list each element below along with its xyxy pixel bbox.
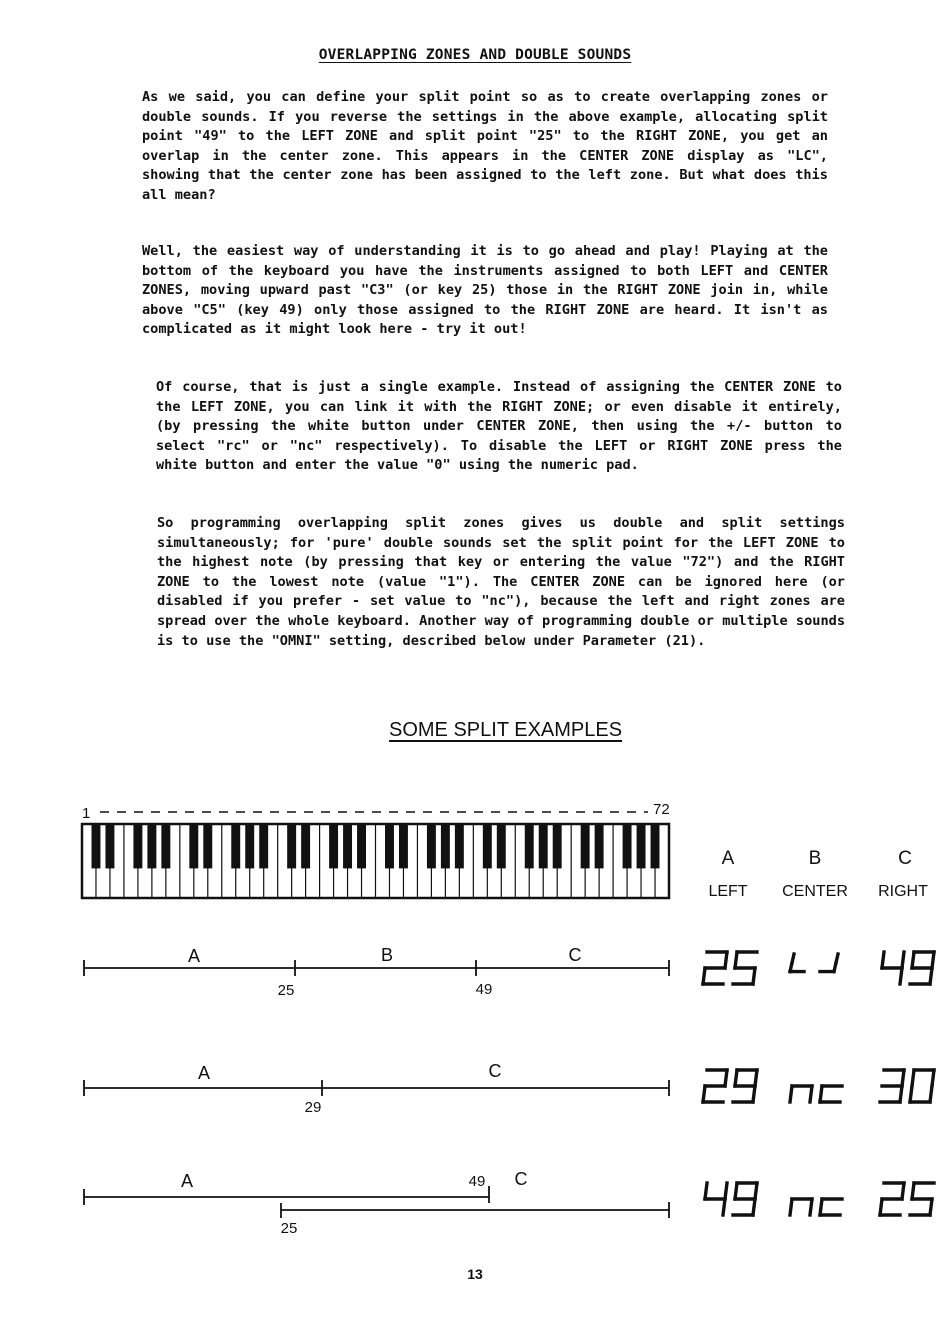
- black-key: [161, 824, 170, 868]
- display-segment: [902, 1070, 904, 1086]
- black-key: [287, 824, 296, 868]
- example-1-split-2: 49: [475, 981, 493, 998]
- display-segment: [755, 1183, 757, 1199]
- display-segment: [790, 1199, 792, 1215]
- example-1: [84, 945, 669, 999]
- display-segment: [882, 952, 884, 968]
- page-number: 13: [467, 1266, 483, 1282]
- example-2-zone-c: C: [488, 1061, 502, 1081]
- display-segment: [735, 1070, 737, 1086]
- seven-segment-digit: [733, 1070, 757, 1102]
- zone-displays: [703, 952, 934, 1215]
- page-title: OVERLAPPING ZONES AND DOUBLE SOUNDS: [318, 47, 632, 63]
- example-1-zone-b: B: [380, 945, 394, 965]
- display-segment: [930, 968, 932, 984]
- example-3-zone-c: C: [514, 1169, 528, 1189]
- black-key: [623, 824, 632, 868]
- seven-segment-digit: [733, 1183, 757, 1215]
- seven-segment-digit: [705, 1183, 727, 1215]
- display-segment: [725, 1070, 727, 1086]
- seven-segment-digit: [703, 952, 727, 984]
- keyboard-illustration: [82, 824, 669, 898]
- seven-segment-digit: [820, 954, 838, 972]
- seven-segment-digit: [882, 952, 904, 984]
- black-key: [525, 824, 534, 868]
- example-2-zone-a: A: [197, 1063, 211, 1083]
- black-key: [357, 824, 366, 868]
- section-heading: SOME SPLIT EXAMPLES: [389, 719, 623, 741]
- display-segment: [735, 952, 737, 968]
- example-1-zone-c: C: [568, 945, 582, 965]
- display-segment: [820, 1199, 822, 1215]
- display-segment: [753, 968, 755, 984]
- black-key: [329, 824, 338, 868]
- example-1-zone-a: A: [187, 946, 201, 966]
- black-key: [301, 824, 310, 868]
- seven-segment-digit: [790, 1086, 812, 1102]
- black-key: [581, 824, 590, 868]
- display-segment: [792, 954, 794, 963]
- seven-segment-digit: [790, 1199, 812, 1215]
- display-segment: [725, 1183, 727, 1199]
- display-segment: [902, 952, 904, 968]
- black-key: [399, 824, 408, 868]
- display-segment: [912, 1070, 914, 1086]
- display-segment: [753, 1086, 755, 1102]
- split-examples-diagram: [0, 790, 950, 1250]
- seven-segment-digit: [790, 954, 804, 972]
- black-key: [483, 824, 492, 868]
- keyboard-end-label: 72: [653, 801, 670, 818]
- black-key: [105, 824, 114, 868]
- black-key: [651, 824, 660, 868]
- black-key: [259, 824, 268, 868]
- display-segment: [810, 1199, 812, 1215]
- seven-segment-digit: [880, 1070, 904, 1102]
- example-1-split-1: 25: [277, 982, 295, 999]
- example-3-split-2: 25: [280, 1220, 298, 1237]
- display-segment: [930, 1086, 932, 1102]
- seven-segment-digit: [820, 1086, 842, 1102]
- seven-segment-digit: [820, 1199, 842, 1215]
- display-segment: [912, 952, 914, 968]
- zone-c-letter: C: [898, 848, 912, 869]
- zone-a-name: LEFT: [708, 883, 748, 900]
- seven-segment-digit: [910, 952, 934, 984]
- black-key: [539, 824, 548, 868]
- display-segment: [880, 1199, 882, 1215]
- display-segment: [703, 1086, 705, 1102]
- display-segment: [932, 1070, 934, 1086]
- zone-a-letter: A: [721, 848, 735, 869]
- display-segment: [753, 1199, 755, 1215]
- black-key: [455, 824, 464, 868]
- display-segment: [755, 1070, 757, 1086]
- paragraph-3: Of course, that is just a single example. Instead of assigning the CENTER ZONE to the LEFT ZONE, you can link it with the RIGHT ZONE; or even disable it entirely, (by pressing the white button under CENTER ZONE, then using the +/- button to select "rc" or "nc" respectively). To disable the LEFT or RIGHT ZONE press the white button and enter the value "0" using the numeric pad.: [156, 379, 842, 474]
- display-segment: [790, 1086, 792, 1102]
- black-key: [441, 824, 450, 868]
- display-segment: [735, 1183, 737, 1199]
- black-key: [147, 824, 156, 868]
- example-2: [84, 1061, 669, 1116]
- display-segment: [932, 952, 934, 968]
- display-segment: [930, 1199, 932, 1215]
- display-segment: [705, 1183, 707, 1199]
- black-key: [231, 824, 240, 868]
- example-3-zone-a: A: [180, 1171, 194, 1191]
- black-key: [203, 824, 212, 868]
- example-3-split-1: 49: [468, 1173, 486, 1190]
- paragraph-2: Well, the easiest way of understanding it is to go ahead and play! Playing at the bottom of the keyboard you have the instruments assigned to both LEFT and CENTER ZONES, moving upward past "C3" (or key 25) those in the RIGHT ZONE join in, while above "C5" (key 49) only those assigned to the RIGHT ZONE are heard. It isn't as complicated as it might look here - try it out!: [142, 243, 828, 338]
- seven-segment-digit: [910, 1183, 934, 1215]
- display-segment: [820, 1086, 822, 1102]
- seven-segment-digit: [880, 1183, 904, 1215]
- display-segment: [725, 952, 727, 968]
- seven-segment-digit: [733, 952, 757, 984]
- keyboard-start-label: 1: [82, 805, 91, 822]
- display-segment: [900, 1086, 902, 1102]
- zone-headers: [708, 848, 928, 900]
- example-2-split-1: 29: [304, 1099, 322, 1116]
- black-key: [189, 824, 198, 868]
- black-key: [133, 824, 142, 868]
- seven-segment-digit: [703, 1070, 727, 1102]
- display-segment: [703, 968, 705, 984]
- display-segment: [910, 1086, 912, 1102]
- example-3: [84, 1169, 669, 1237]
- black-key: [595, 824, 604, 868]
- black-key: [343, 824, 352, 868]
- black-key: [427, 824, 436, 868]
- display-segment: [810, 1086, 812, 1102]
- display-segment: [723, 1199, 725, 1215]
- seven-segment-digit: [910, 1070, 934, 1102]
- display-segment: [912, 1183, 914, 1199]
- zone-b-name: CENTER: [782, 883, 848, 900]
- black-key: [245, 824, 254, 868]
- display-segment: [902, 1183, 904, 1199]
- display-segment: [900, 968, 902, 984]
- black-key: [637, 824, 646, 868]
- paragraph-1: As we said, you can define your split point so as to create overlapping zones or double sounds. If you reverse the settings in the above example, allocating split point "49" to the LEFT ZONE and split point "25" to the RIGHT ZONE, you get an overlap in the center zone. This appears in the CENTER ZONE display as "LC", showing that the center zone has been assigned to the left zone. But what does this all mean?: [142, 89, 828, 203]
- black-key: [553, 824, 562, 868]
- black-key: [92, 824, 101, 868]
- black-key: [497, 824, 506, 868]
- zone-b-letter: B: [808, 848, 822, 869]
- black-key: [385, 824, 394, 868]
- zone-c-name: RIGHT: [878, 883, 928, 900]
- paragraph-4: So programming overlapping split zones gives us double and split settings simultaneously; for 'pure' double sounds set the split point for the LEFT ZONE to the highest note (by pressing that key or entering the value "72") and the RIGHT ZONE to the lowest note (value "1"). The CENTER ZONE can be ignored here (or disabled if you prefer - set value to "nc"), because the left and right zones are spread over the whole keyboard. Another way of programming double or multiple sounds is to use the "OMNI" setting, described below under Parameter (21).: [157, 515, 845, 649]
